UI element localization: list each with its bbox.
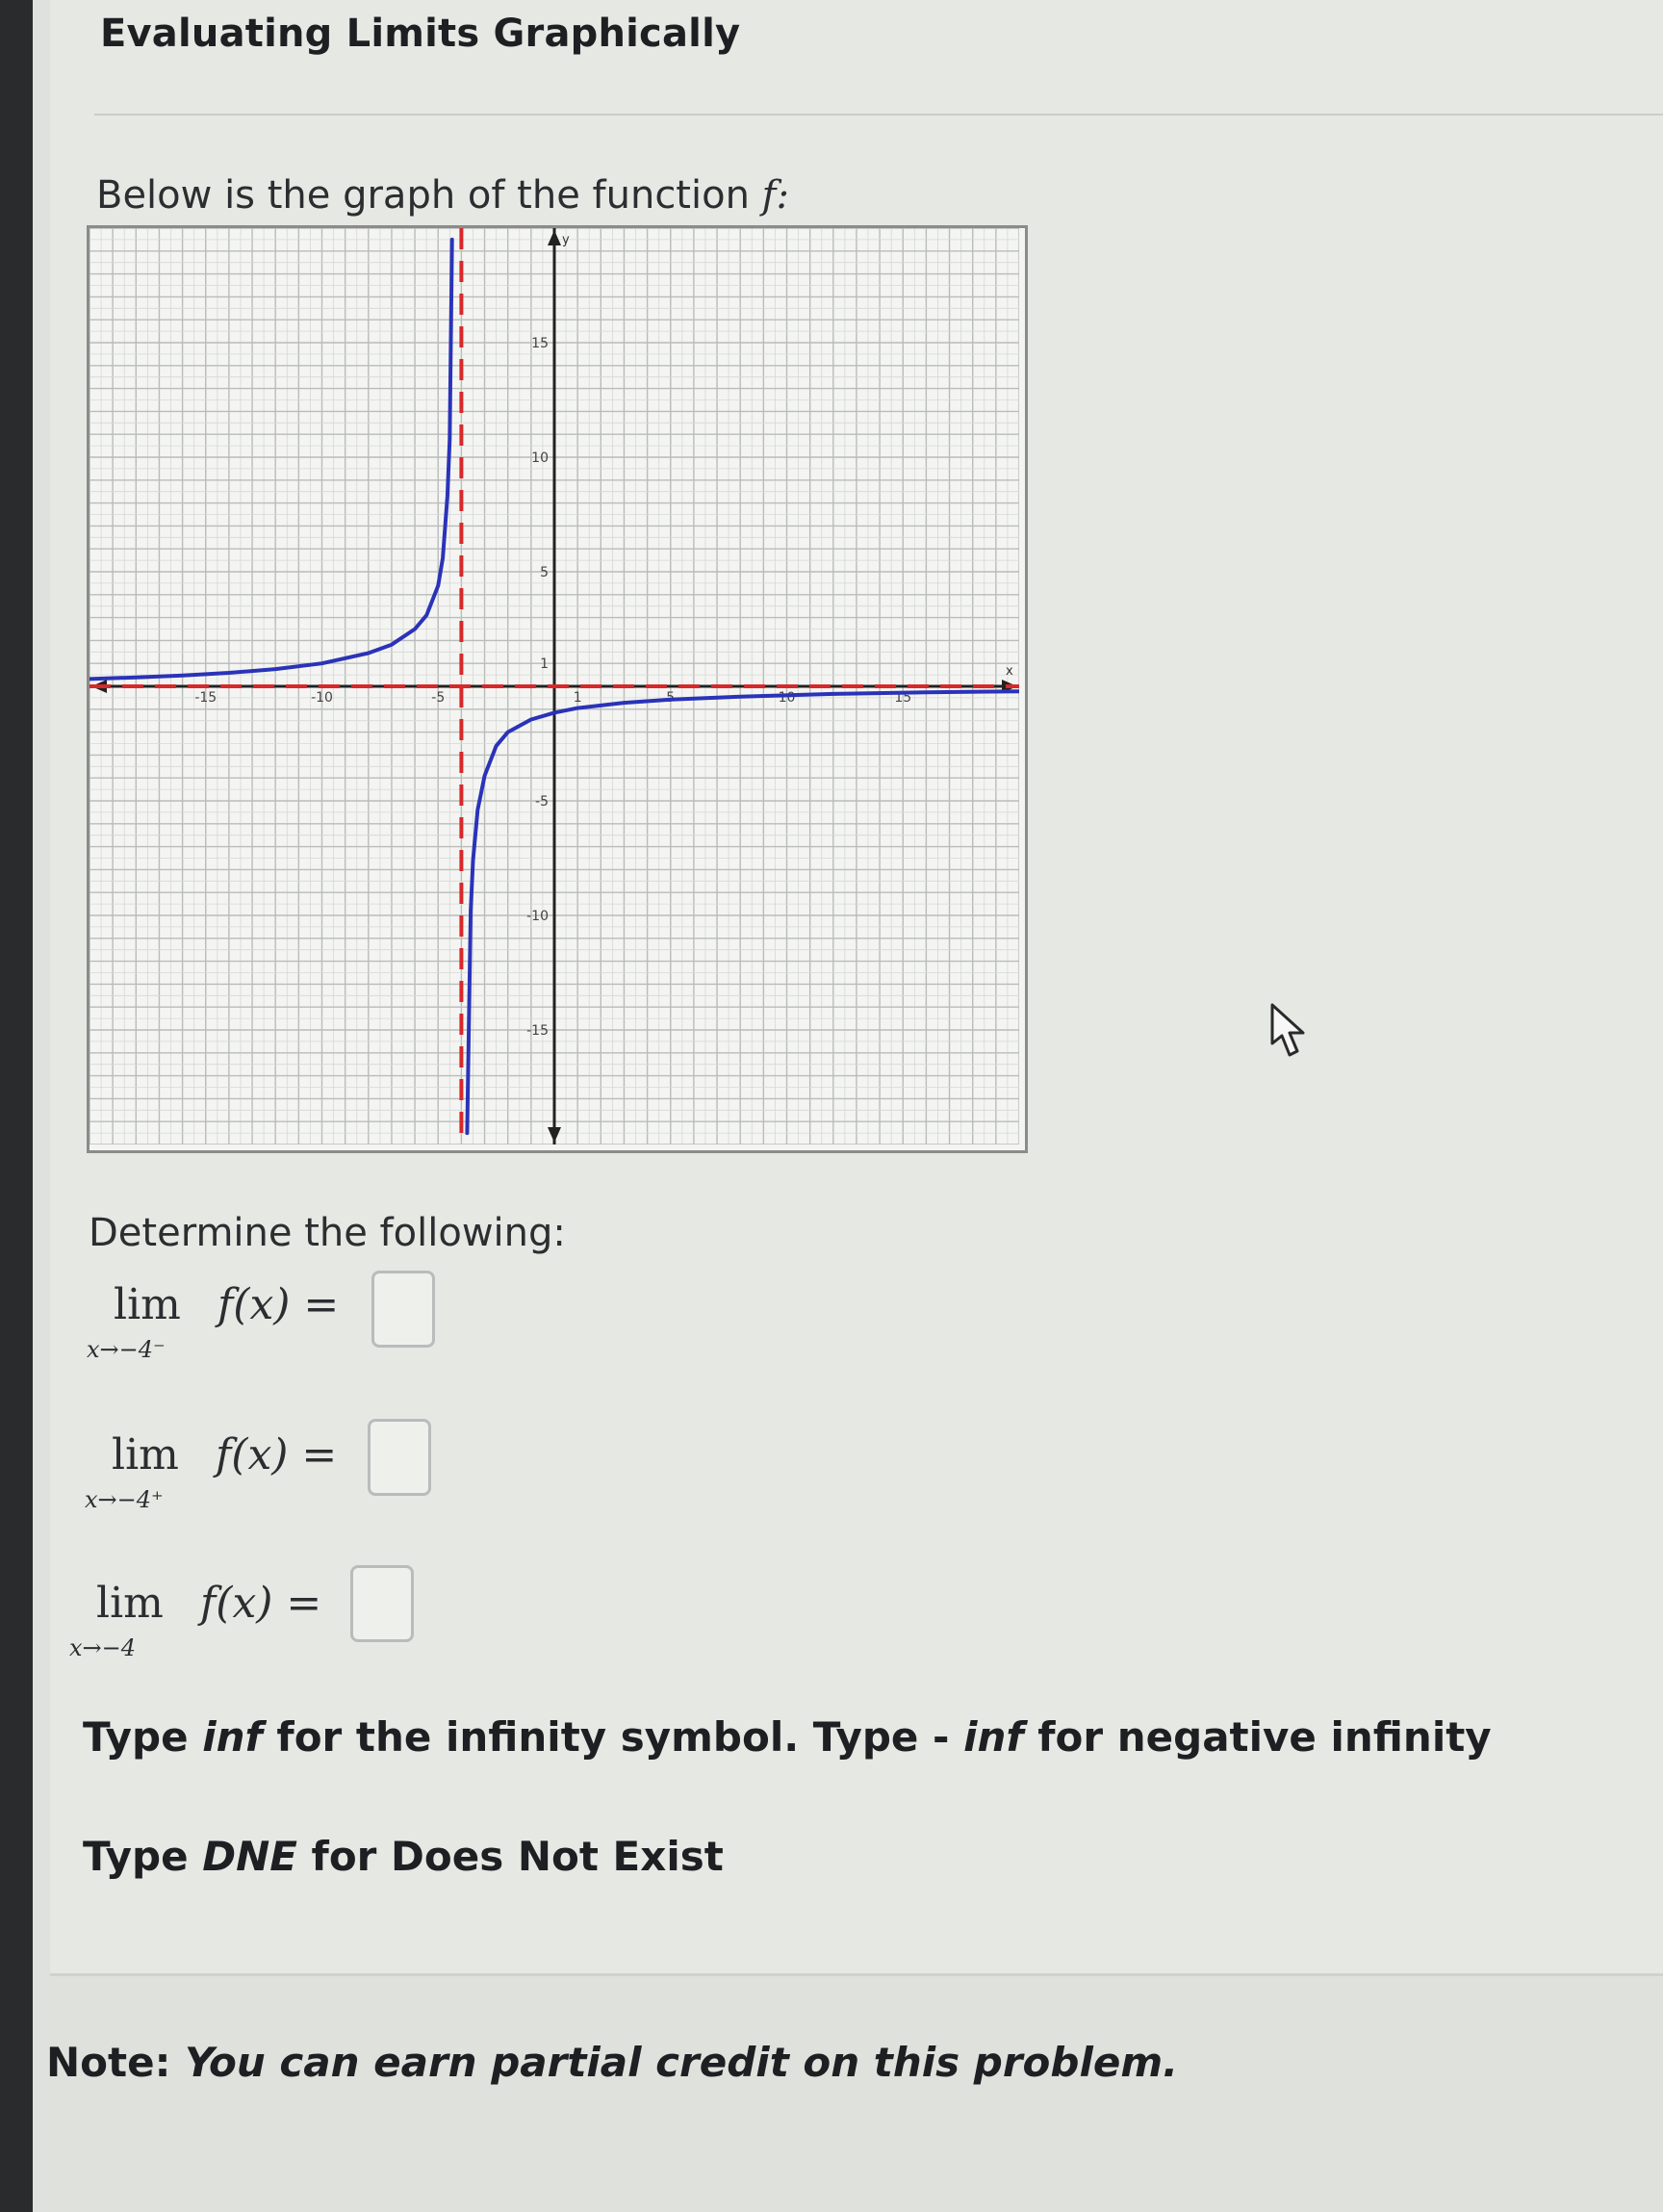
function-curve-branch (90, 240, 452, 680)
mouse-pointer-icon (1268, 1001, 1322, 1061)
lim-label: lim (112, 1430, 179, 1479)
partial-credit-note (46, 2039, 1178, 2086)
x-tick-label: -10 (311, 690, 333, 706)
instr-inf: inf (963, 1713, 1024, 1761)
instr-text: for the infinity symbol. Type - (262, 1713, 964, 1761)
page-title: Evaluating Limits Graphically (100, 12, 741, 56)
answer-input-right-limit[interactable] (368, 1419, 431, 1496)
intro-text (96, 173, 789, 218)
instr-inf: inf (202, 1713, 263, 1761)
lim-subscript: x→−4⁻ (87, 1336, 166, 1363)
lim-subscript: x→−4 (69, 1634, 137, 1661)
instr-text: Type (83, 1713, 203, 1761)
screen-bezel (0, 0, 33, 2212)
y-tick-label: -5 (535, 794, 549, 810)
answer-input-left-limit[interactable] (371, 1271, 435, 1348)
determine-prompt: Determine the following: (89, 1211, 566, 1255)
y-tick-label: 15 (531, 336, 549, 351)
x-axis-label: x (1006, 664, 1013, 679)
lim-expression: f(x) = (217, 1280, 340, 1329)
title-divider (94, 114, 1663, 116)
y-axis-label: y (562, 233, 570, 247)
lim-label: lim (114, 1280, 181, 1329)
note-body: You can earn partial credit on this problem. (185, 2039, 1179, 2086)
y-tick-label: -10 (526, 909, 549, 924)
x-tick-label: 15 (894, 690, 912, 706)
y-tick-label: 5 (540, 565, 549, 580)
y-tick-label: 10 (531, 450, 549, 466)
instr-text: for Does Not Exist (296, 1833, 724, 1880)
lim-subscript: x→−4⁺ (85, 1486, 164, 1513)
function-symbol: f: (761, 173, 789, 218)
x-tick-label: -5 (431, 690, 446, 706)
lim-expression: f(x) = (216, 1430, 338, 1479)
y-tick-label: 1 (540, 656, 549, 673)
x-tick-label: -15 (194, 690, 217, 706)
instr-dne: DNE (202, 1833, 297, 1880)
x-tick-label: 1 (573, 690, 582, 706)
function-curve-branch (467, 691, 1019, 1133)
y-tick-label: -15 (526, 1023, 549, 1039)
answer-input-two-sided-limit[interactable] (350, 1565, 414, 1642)
graph-svg (90, 228, 1019, 1145)
lim-expression: f(x) = (200, 1579, 322, 1628)
y-axis-arrow-down (548, 1127, 561, 1143)
infinity-instructions (83, 1713, 1492, 1761)
instr-text: for negative infinity (1023, 1713, 1492, 1761)
x-tick-label: 10 (778, 690, 796, 706)
x-tick-label: 5 (666, 690, 676, 706)
dne-instructions (83, 1833, 724, 1880)
instr-text: Type (83, 1833, 203, 1880)
lim-label: lim (96, 1579, 164, 1628)
y-axis-arrow-up (548, 230, 561, 245)
note-label: Note: (46, 2039, 171, 2086)
function-graph (87, 225, 1028, 1153)
intro-label: Below is the graph of the function (96, 173, 750, 218)
